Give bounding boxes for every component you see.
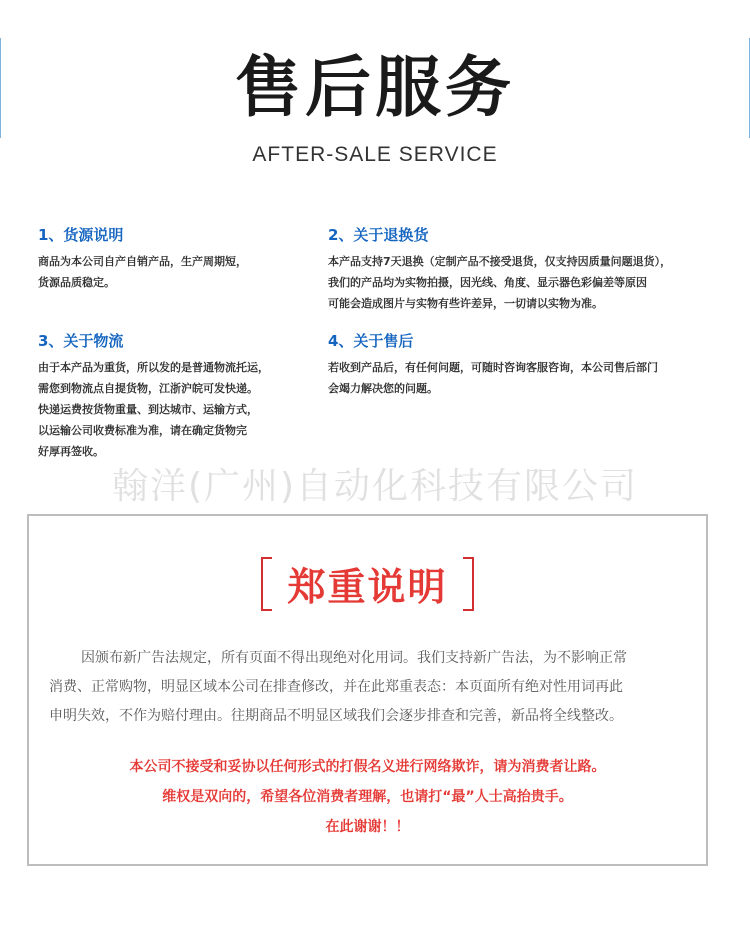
left-bracket <box>261 557 272 611</box>
section-title: 1、货源说明 <box>38 226 124 244</box>
section-body <box>38 251 318 293</box>
notice-line: 消费、正常购物，明显区域本公司在排查修改，并在此郑重表态：本页面所有绝对性用词再此 <box>49 679 623 695</box>
section-line: 需您到物流点自提货物，江浙沪皖可发快递。 <box>38 382 258 395</box>
section-line: 本产品支持7天退换（定制产品不接受退货，仅支持因质量问题退货）， <box>328 255 672 268</box>
section-title: 2、关于退换货 <box>328 226 429 244</box>
section-body <box>328 357 728 399</box>
section-line: 货源品质稳定。 <box>38 276 115 289</box>
notice-warning <box>29 752 706 842</box>
section-logistics <box>38 330 318 462</box>
company-watermark: 翰洋(广州)自动化科技有限公司 <box>111 466 639 507</box>
notice-title: 郑重说明 <box>287 565 448 609</box>
warning-line: 本公司不接受和妥协以任何形式的打假名义进行网络欺诈，请为消费者让路。 <box>129 759 606 775</box>
section-line: 快递运费按货物重量、到达城市、运输方式， <box>38 403 258 416</box>
section-supply <box>38 224 318 293</box>
section-after-sales <box>328 330 728 399</box>
section-line: 会竭力解决您的问题。 <box>328 382 438 395</box>
section-returns <box>328 224 728 314</box>
notice-body <box>49 644 689 731</box>
section-line: 好厚再签收。 <box>38 445 104 458</box>
notice-line: 因颁布新广告法规定，所有页面不得出现绝对化用词。我们支持新广告法，为不影响正常 <box>81 650 627 666</box>
section-line: 商品为本公司自产自销产品，生产周期短， <box>38 255 247 268</box>
page-subtitle: AFTER-SALE SERVICE <box>252 143 498 166</box>
section-title: 4、关于售后 <box>328 332 414 350</box>
right-bracket <box>463 557 474 611</box>
section-line: 若收到产品后，有任何问题，可随时咨询客服咨询，本公司售后部门 <box>328 361 658 374</box>
warning-line: 维权是双向的，希望各位消费者理解，也请打“最”人士高抬贵手。 <box>162 789 573 805</box>
notice-box <box>27 514 708 866</box>
section-body <box>328 251 728 314</box>
warning-line: 在此谢谢！！ <box>325 819 410 835</box>
section-line: 我们的产品均为实物拍摄，因光线、角度、显示器色彩偏差等原因 <box>328 276 647 289</box>
notice-line: 申明失效，不作为赔付理由。往期商品不明显区域我们会逐步排查和完善，新品将全线整改。 <box>49 708 623 724</box>
section-line: 以运输公司收费标准为准，请在确定货物完 <box>38 424 247 437</box>
section-body <box>38 357 318 462</box>
page-title: 售后服务 <box>235 49 515 126</box>
section-title: 3、关于物流 <box>38 332 124 350</box>
section-line: 由于本产品为重货，所以发的是普通物流托运， <box>38 361 269 374</box>
notice-title-wrap <box>29 556 706 611</box>
section-line: 可能会造成图片与实物有些许差异，一切请以实物为准。 <box>328 297 603 310</box>
